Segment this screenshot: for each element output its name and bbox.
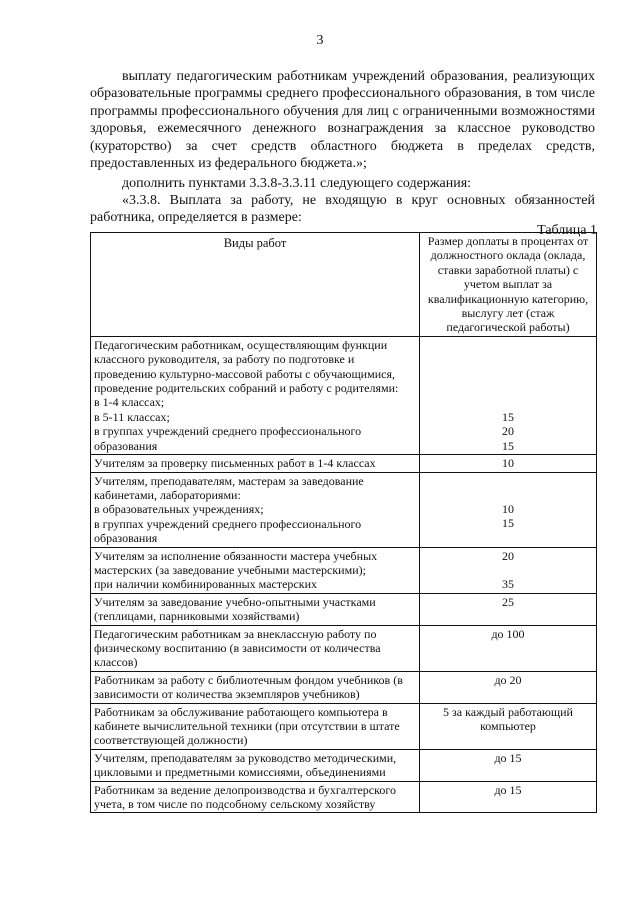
row-text: Учителям за заведование учебно-опытными участками (теплицами, парниковыми хозяйствами) <box>91 593 420 625</box>
row-value: 15 <box>502 409 514 424</box>
row-text: в группах учреждений среднего профессионального образования <box>94 424 362 453</box>
row-text: при наличии комбинированных мастерских <box>94 577 317 592</box>
row-text: в группах учреждений среднего профессионального образования <box>94 516 362 546</box>
row-value: 15 <box>502 515 514 530</box>
table-row <box>91 336 597 454</box>
table-row <box>91 781 597 813</box>
row-text: в образовательных учреждениях; <box>94 502 264 517</box>
row-text: в 1-4 классах; <box>94 395 165 410</box>
table-row <box>91 547 597 593</box>
paragraph-intro: выплату педагогическим работникам учреждений образования, реализующих образовательные программы среднего профессионального образования, в том числе программы профессионального обучения для лиц с ограниченными возможностями здоровья, ежемесячного денежного вознаграждения за классное руководство (кураторство) за счет средств областного бюджета в пределах средств, предоставленных из федерального бюджета.»; <box>90 69 595 172</box>
header-work-types: Виды работ <box>91 233 420 337</box>
row-value: 20 <box>502 548 514 563</box>
row-value: 35 <box>502 576 514 591</box>
paragraph-clause-3-3-8: «3.3.8. Выплата за работу, не входящую в круг основных обязанностей работника, определяется в размере: <box>90 193 595 226</box>
row-text: в 5-11 классах; <box>94 409 170 424</box>
table-row <box>91 472 597 547</box>
row-value: до 100 <box>420 625 597 671</box>
table-row <box>91 749 597 781</box>
row-text: Учителям за исполнение обязанности мастера учебных мастерских (за заведование учебными мастерскими); <box>94 548 378 577</box>
table-row <box>91 671 597 703</box>
row-text: Работникам за ведение делопроизводства и бухгалтерского учета, в том числе по подсобному сельскому хозяйству <box>91 781 420 813</box>
row-text: Педагогическим работникам, осуществляющим функции классного руководителя, за работу по подготовке и проведению культурно-массовой работы с обучающимися, проведение родительских собраний и работу с родителями: <box>94 337 399 396</box>
table-header-row <box>91 233 597 337</box>
row-value: до 15 <box>420 781 597 813</box>
row-value: 15 <box>502 438 514 453</box>
row-value: 10 <box>420 455 597 472</box>
row-text: Учителям, преподавателям, мастерам за заведование кабинетами, лабораториями: <box>94 473 364 502</box>
paragraph-supplement: дополнить пунктами 3.3.8-3.3.11 следующего содержания: <box>122 176 472 191</box>
table-caption: Таблица 1 <box>537 223 597 238</box>
row-text: Работникам за обслуживание работающего компьютера в кабинете вычислительной техники (при отсутствии в штате соответствующей должности) <box>91 703 420 749</box>
row-value: 10 <box>502 501 514 516</box>
header-surcharge-size: Размер доплаты в процентах от должностного оклада (оклада, ставки заработной платы) с учетом выплат за квалификационную категорию, выслугу лет (стаж педагогической работы) <box>420 233 597 337</box>
table-row <box>91 625 597 671</box>
row-value: 25 <box>420 593 597 625</box>
table-row <box>91 593 597 625</box>
row-value: 20 <box>502 424 514 439</box>
row-text: Учителям, преподавателям за руководство методическими, цикловыми и предметными комиссиями, объединениями <box>91 749 420 781</box>
row-value: 5 за каждый работающий компьютер <box>420 703 597 749</box>
page-number: 3 <box>316 33 324 48</box>
row-value: до 15 <box>420 749 597 781</box>
row-text: Учителям за проверку письменных работ в 1-4 классах <box>91 455 420 472</box>
payment-table <box>90 232 597 813</box>
row-value: до 20 <box>420 671 597 703</box>
row-text: Работникам за работу с библиотечным фондом учебников (в зависимости от количества экземпляров учебников) <box>91 671 420 703</box>
table-row <box>91 455 597 472</box>
row-text: Педагогическим работникам за внеклассную работу по физическому воспитанию (в зависимости от количества классов) <box>91 625 420 671</box>
table-row <box>91 703 597 749</box>
